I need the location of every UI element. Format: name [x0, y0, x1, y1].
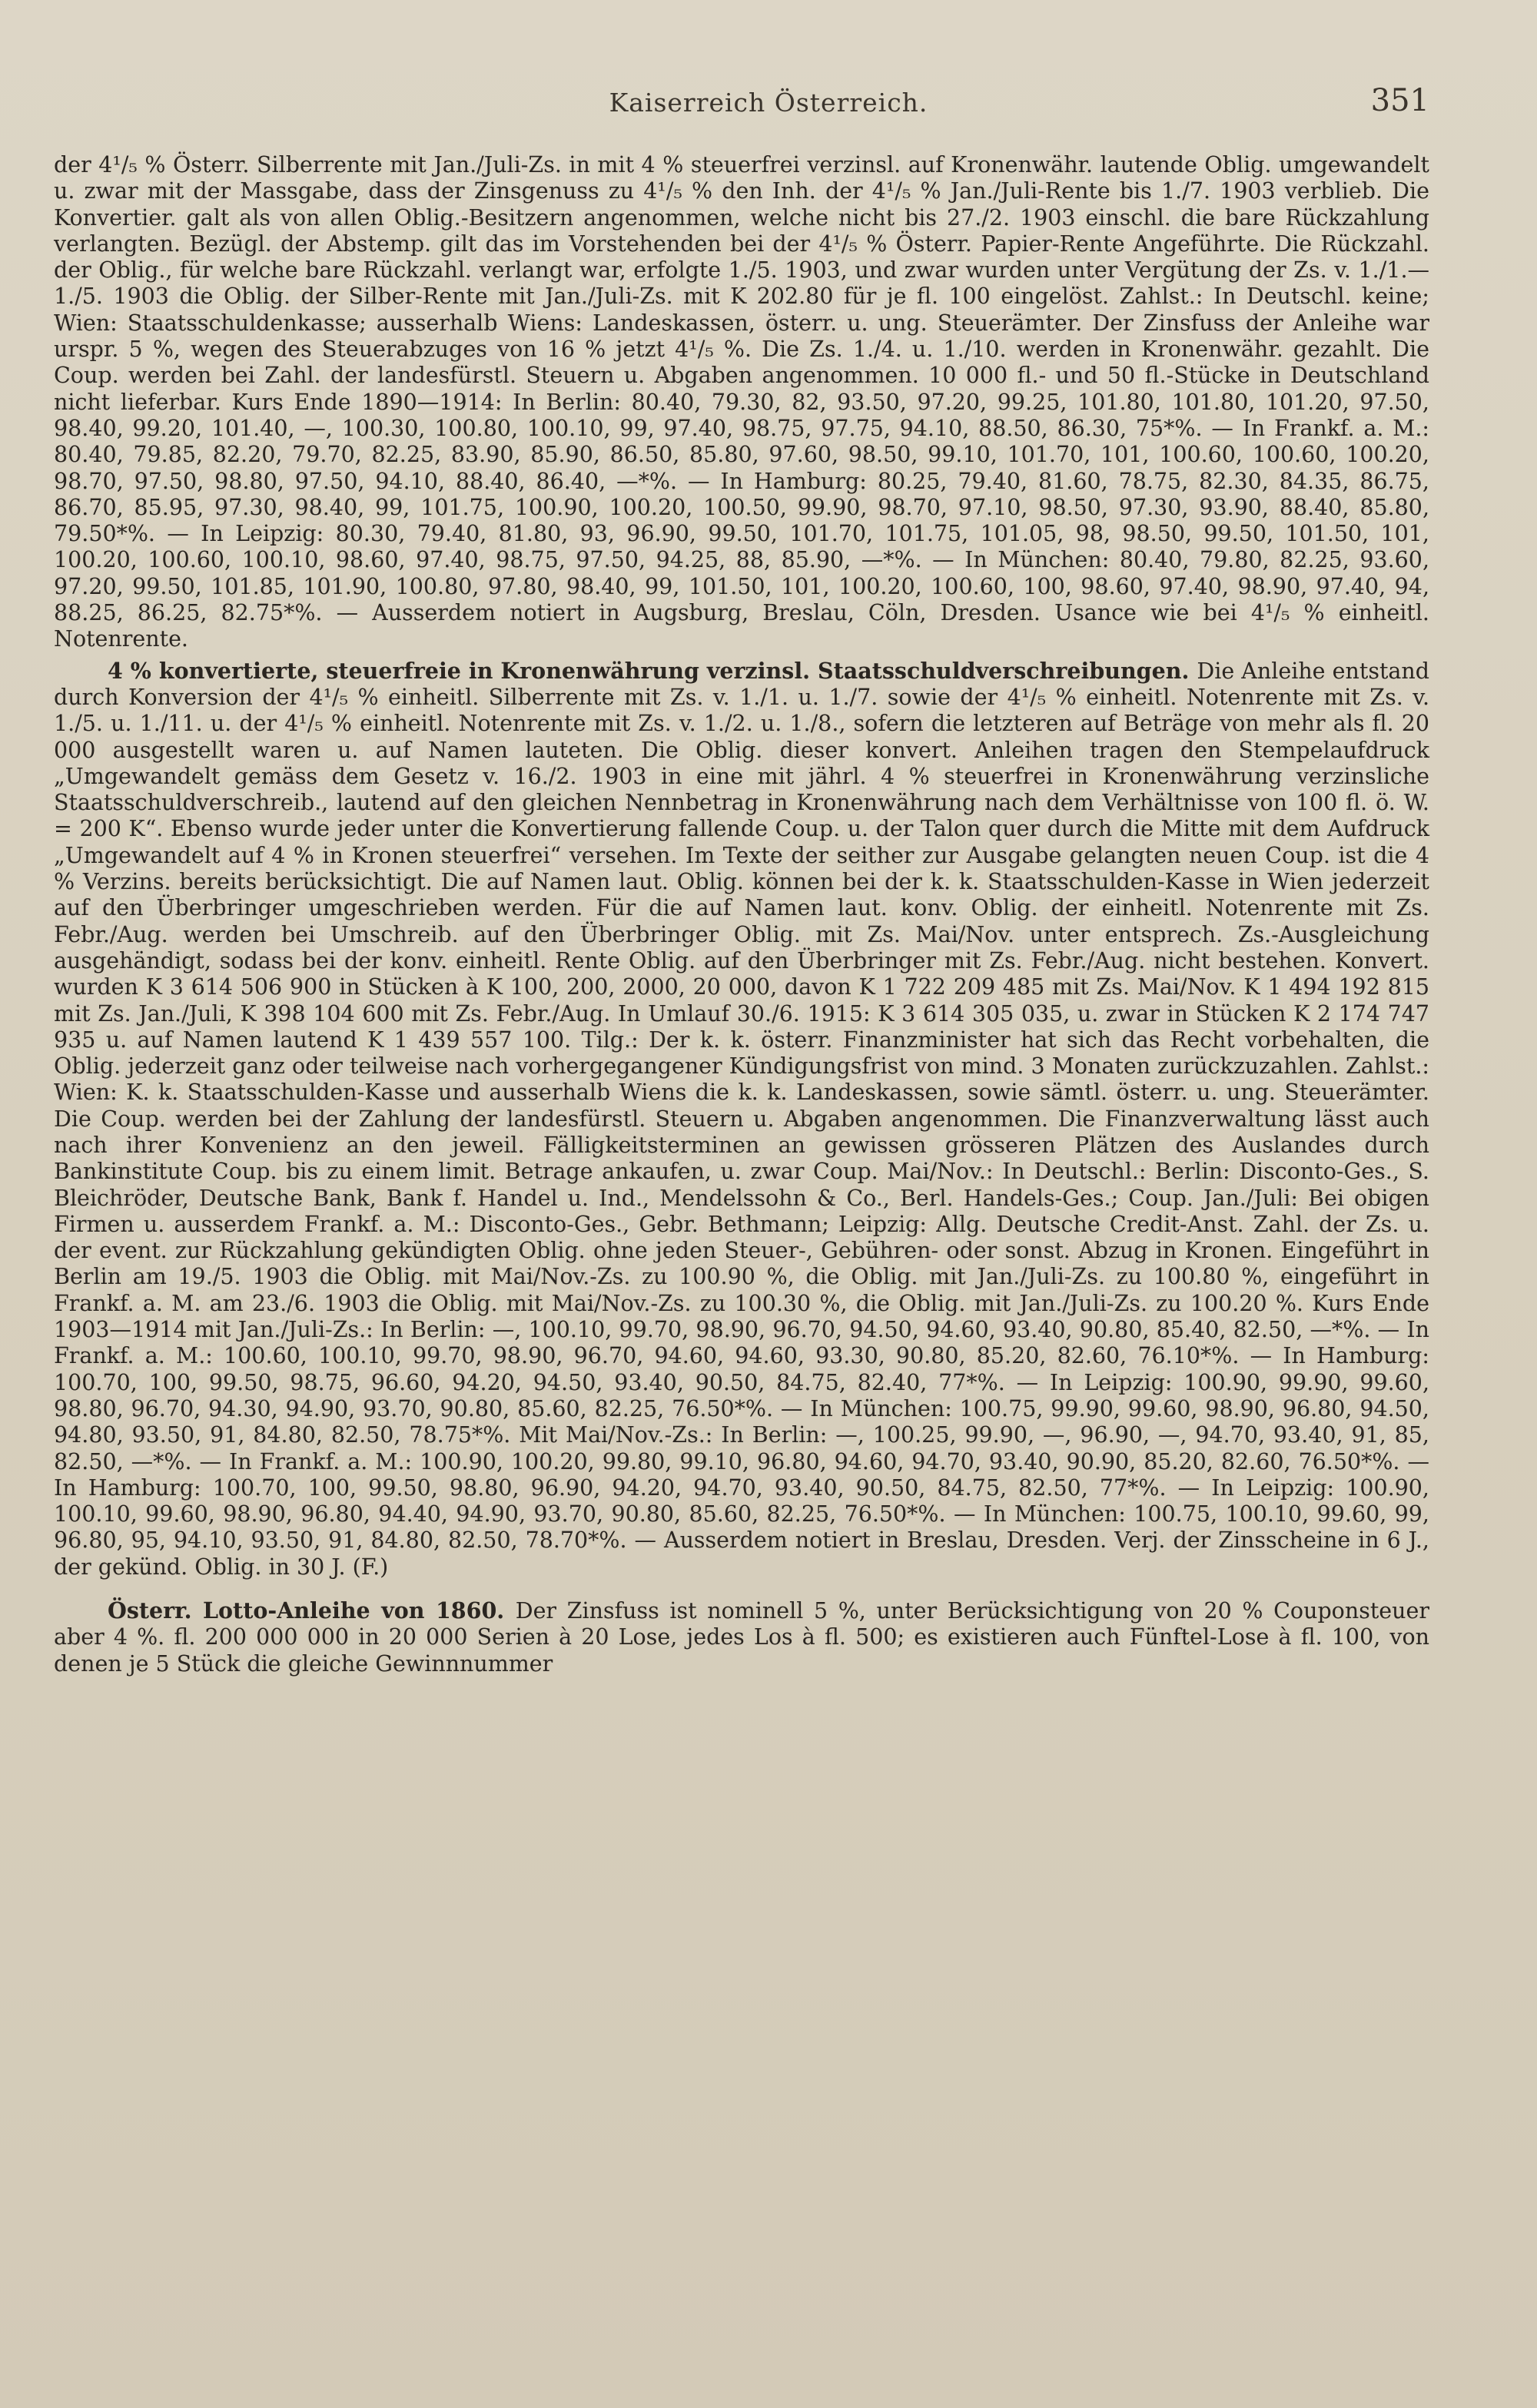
body-text [54, 152, 1429, 1677]
section-heading: Österr. Lotto-Anleihe von 1860. [108, 1597, 516, 1624]
page-number: 351 [1370, 83, 1429, 118]
page-header [0, 83, 1537, 129]
section-text: Der Zinsfuss ist nominell 5 %, unter Berücksichtigung von 20 % Couponsteuer aber 4 %. fl. 200 000 000 in 20 000 Serien à 20 Lose, jedes Los à fl. 500; es existieren auch Fünftel-Lose à fl. 100, von denen je 5 Stück die gleiche Gewinnnummer [54, 1598, 1429, 1677]
paragraph-text: der 4¹/₅ % Österr. Silberrente mit Jan./Juli-Zs. in mit 4 % steuerfrei verzinsl. auf Kronenwähr. lautende Oblig. umgewandelt u. zwar mit der Massgabe, dass der Zinsgenuss zu 4¹/₅ % den Inh. der 4¹/₅ % Jan./Juli-Rente bis 1./7. 1903 verblieb. Die Konvertier. galt als von allen Oblig.-Besitzern angenommen, welche nicht bis 27./2. 1903 einschl. die bare Rückzahlung verlangten. Bezügl. der Abstemp. gilt das im Vorstehenden bei der 4¹/₅ % Österr. Papier-Rente Angeführte. Die Rückzahl. der Oblig., für welche bare Rückzahl. verlangt war, erfolgte 1./5. 1903, und zwar wurden unter Vergütung der Zs. v. 1./1.—1./5. 1903 die Oblig. der Silber-Rente mit Jan./Juli-Zs. mit K 202.80 für je fl. 100 eingelöst. Zahlst.: In Deutschl. keine; Wien: Staatsschuldenkasse; ausserhalb Wiens: Landeskassen, österr. u. ung. Steuerämter. Der Zinsfuss der Anleihe war urspr. 5 %, wegen des Steuerabzuges von 16 % jetzt 4¹/₅ %. Die Zs. 1./4. u. 1./10. werden in Kronenwähr. gezahlt. Die Coup. werden bei Zahl. der landesfürstl. Steuern u. Abgaben angenommen. 10 000 fl.- und 50 fl.-Stücke in Deutschland nicht lieferbar. Kurs Ende 1890—1914: In Berlin: 80.40, 79.30, 82, 93.50, 97.20, 99.25, 101.80, 101.80, 101.20, 97.50, 98.40, 99.20, 101.40, —, 100.30, 100.80, 100.10, 99, 97.40, 98.75, 97.75, 94.10, 88.50, 86.30, 75*%. — In Frankf. a. M.: 80.40, 79.85, 82.20, 79.70, 82.25, 83.90, 85.90, 86.50, 85.80, 97.60, 98.50, 99.10, 101.70, 101, 100.60, 100.60, 100.20, 98.70, 97.50, 98.80, 97.50, 94.10, 88.40, 86.40, —*%. — In Hamburg: 80.25, 79.40, 81.60, 78.75, 82.30, 84.35, 86.75, 86.70, 85.95, 97.30, 98.40, 99, 101.75, 100.90, 100.20, 100.50, 99.90, 98.70, 97.10, 98.50, 97.30, 93.90, 88.40, 85.80, 79.50*%. — In Leipzig: 80.30, 79.40, 81.80, 93, 96.90, 99.50, 101.70, 101.75, 101.05, 98, 98.50, 99.50, 101.50, 101, 100.20, 100.60, 100.10, 98.60, 97.40, 98.75, 97.50, 94.25, 88, 85.90, —*%. — In München: 80.40, 79.80, 82.25, 93.60, 97.20, 99.50, 101.85, 101.90, 100.80, 97.80, 98.40, 99, 101.50, 101, 100.20, 100.60, 100, 98.60, 97.40, 98.90, 97.40, 94, 88.25, 86.25, 82.75*%. — Ausserdem notiert in Augsburg, Breslau, Cöln, Dresden. Usance wie bei 4¹/₅ % einheitl. Notenrente. [54, 152, 1429, 652]
paragraph-silberrente [54, 152, 1429, 653]
section-lotto-anleihe-1860 [54, 1597, 1429, 1677]
section-text: Die Anleihe entstand durch Konversion der 4¹/₅ % einheitl. Silberrente mit Zs. v. 1./1. u. 1./7. sowie der 4¹/₅ % einheitl. Notenrente mit Zs. v. 1./5. u. 1./11. u. der 4¹/₅ % einheitl. Notenrente mit Zs. v. 1./2. u. 1./8., sofern die letzteren auf Beträge von mehr als fl. 20 000 ausgestellt waren u. auf Namen lauteten. Die Oblig. dieser konvert. Anleihen tragen den Stempelaufdruck „Umgewandelt gemäss dem Gesetz v. 16./2. 1903 in eine mit jährl. 4 % steuerfrei in Kronenwährung verzinsliche Staatsschuldverschreib., lautend auf den gleichen Nennbetrag in Kronenwährung nach dem Verhältnisse von 100 fl. ö. W. = 200 K“. Ebenso wurde jeder unter die Konvertierung fallende Coup. u. der Talon quer durch die Mitte mit dem Aufdruck „Umgewandelt auf 4 % in Kronen steuerfrei“ versehen. Im Texte der seither zur Ausgabe gelangten neuen Coup. ist die 4 % Verzins. bereits berücksichtigt. Die auf Namen laut. Oblig. können bei der k. k. Staatsschulden-Kasse in Wien jederzeit auf den Überbringer umgeschrieben werden. Für die auf Namen laut. konv. Oblig. der einheitl. Notenrente mit Zs. Febr./Aug. werden bei Umschreib. auf den Überbringer Oblig. mit Zs. Mai/Nov. unter entsprech. Zs.-Ausgleichung ausgehändigt, sodass bei der konv. einheitl. Rente Oblig. auf den Überbringer mit Zs. Febr./Aug. nicht bestehen. Konvert. wurden K 3 614 506 900 in Stücken à K 100, 200, 2000, 20 000, davon K 1 722 209 485 mit Zs. Mai/Nov. K 1 494 192 815 mit Zs. Jan./Juli, K 398 104 600 mit Zs. Febr./Aug. In Umlauf 30./6. 1915: K 3 614 305 035, u. zwar in Stücken K 2 174 747 935 u. auf Namen lautend K 1 439 557 100. Tilg.: Der k. k. österr. Finanzminister hat sich das Recht vorbehalten, die Oblig. jederzeit ganz oder teilweise nach vorhergegangener Kündigungsfrist von mind. 3 Monaten zurückzuzahlen. Zahlst.: Wien: K. k. Staatsschulden-Kasse und ausserhalb Wiens die k. k. Landeskassen, sowie sämtl. österr. u. ung. Steuerämter. Die Coup. werden bei der Zahlung der landesfürstl. Steuern u. Abgaben angenommen. Die Finanzverwaltung lässt auch nach ihrer Konvenienz an den jeweil. Fälligkeitsterminen an gewissen grösseren Plätzen des Auslandes durch Bankinstitute Coup. bis zu einem limit. Betrage ankaufen, u. zwar Coup. Mai/Nov.: In Deutschl.: Berlin: Disconto-Ges., S. Bleichröder, Deutsche Bank, Bank f. Handel u. Ind., Mendelssohn & Co., Berl. Handels-Ges.; Coup. Jan./Juli: Bei obigen Firmen u. ausserdem Frankf. a. M.: Disconto-Ges., Gebr. Bethmann; Leipzig: Allg. Deutsche Credit-Anst. Zahl. der Zs. u. der event. zur Rückzahlung gekündigten Oblig. ohne jeden Steuer-, Gebühren- oder sonst. Abzug in Kronen. Eingeführt in Berlin am 19./5. 1903 die Oblig. mit Mai/Nov.-Zs. zu 100.90 %, die Oblig. mit Jan./Juli-Zs. zu 100.80 %, eingeführt in Frankf. a. M. am 23./6. 1903 die Oblig. mit Mai/Nov.-Zs. zu 100.30 %, die Oblig. mit Jan./Juli-Zs. zu 100.20 %. Kurs Ende 1903—1914 mit Jan./Juli-Zs.: In Berlin: —, 100.10, 99.70, 98.90, 96.70, 94.50, 94.60, 93.40, 90.80, 85.40, 82.50, —*%. — In Frankf. a. M.: 100.60, 100.10, 99.70, 98.90, 96.70, 94.60, 94.60, 93.30, 90.80, 85.20, 82.60, 76.10*%. — In Hamburg: 100.70, 100, 99.50, 98.75, 96.60, 94.20, 94.50, 93.40, 90.50, 84.75, 82.40, 77*%. — In Leipzig: 100.90, 99.90, 99.60, 98.80, 96.70, 94.30, 94.90, 93.70, 90.80, 85.60, 82.25, 76.50*%. — In München: 100.75, 99.90, 99.60, 98.90, 96.80, 94.50, 94.80, 93.50, 91, 84.80, 82.50, 78.75*%. Mit Mai/Nov.-Zs.: In Berlin: —, 100.25, 99.90, —, 96.90, —, 94.70, 93.40, 91, 85, 82.50, —*%. — In Frankf. a. M.: 100.90, 100.20, 99.80, 99.10, 96.80, 94.60, 94.70, 93.40, 90.90, 85.20, 82.60, 76.50*%. — In Hamburg: 100.70, 100, 99.50, 98.80, 96.90, 94.20, 94.70, 93.40, 90.50, 84.75, 82.50, 77*%. — In Leipzig: 100.90, 100.10, 99.60, 98.90, 96.80, 94.40, 94.90, 93.70, 90.80, 85.60, 82.25, 76.50*%. — In München: 100.75, 100.10, 99.60, 99, 96.80, 95, 94.10, 93.50, 91, 84.80, 82.50, 78.70*%. — Ausserdem notiert in Breslau, Dresden. Verj. der Zinsscheine in 6 J., der gekünd. Oblig. in 30 J. (F.) [54, 658, 1429, 1580]
section-heading: 4 % konvertierte, steuerfreie in Kronenwährung verzinsl. Staatsschuldverschreibungen. [108, 657, 1197, 684]
section-konvertierte-staatsschuldverschreibungen [54, 658, 1429, 1580]
running-title: Kaiserreich Österreich. [609, 88, 928, 118]
